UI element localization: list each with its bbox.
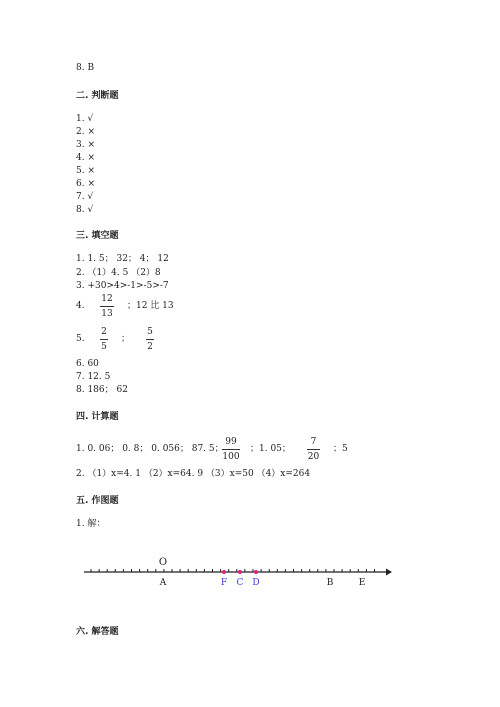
fraction-numerator: 7 — [310, 437, 317, 447]
fraction-numerator: 2 — [101, 327, 107, 337]
section-calc-title: 四. 计算题 — [76, 412, 119, 422]
calc-answer-1-mid: ；1. 05； — [250, 444, 291, 454]
section-fill-title: 三. 填空题 — [76, 231, 119, 241]
fraction-numerator: 12 — [101, 294, 113, 304]
fraction-bar — [146, 339, 154, 340]
section-solve-title: 六. 解答题 — [76, 627, 119, 637]
fill-answer-6: 6. 60 — [76, 359, 99, 369]
fraction-denominator: 20 — [307, 452, 320, 462]
fill-answer-7: 7. 12. 5 — [76, 372, 111, 382]
point-label-O: O — [158, 557, 168, 568]
fill-answer-1: 1. 1. 5； 32； 4； 12 — [76, 254, 169, 264]
point-marker-D — [254, 570, 258, 574]
fraction-bar — [100, 339, 108, 340]
number-line-diagram — [0, 550, 500, 595]
judgement-item: 3. × — [76, 140, 95, 150]
fraction-2-5 — [100, 326, 108, 353]
fraction-99-100 — [222, 436, 240, 463]
point-label-C: C — [236, 578, 244, 588]
fill-answer-5-label: 5. — [76, 334, 85, 344]
point-marker-C — [238, 570, 242, 574]
fill-answer-5-sep: ； — [121, 334, 131, 344]
judgement-item: 2. × — [76, 127, 95, 137]
calc-answer-1-end: ；5 — [333, 444, 348, 454]
fraction-denominator: 2 — [147, 342, 153, 352]
fill-answer-3: 3. +30>4>-1>-5>-7 — [76, 281, 169, 291]
judgement-item: 4. × — [76, 153, 95, 163]
fraction-denominator: 13 — [101, 309, 113, 319]
point-label-D: D — [252, 578, 260, 588]
fraction-numerator: 99 — [225, 437, 237, 447]
point-marker-F — [222, 570, 226, 574]
point-label-F: F — [220, 578, 228, 588]
fraction-bar — [222, 449, 240, 450]
fraction-12-13 — [100, 293, 114, 320]
judgement-item: 5. × — [76, 166, 95, 176]
fraction-numerator: 5 — [147, 327, 153, 337]
arrow-head-icon — [386, 569, 392, 576]
calc-answer-2: 2. （1）x=4. 1 （2）x=64. 9 （3）x=50 （4）x=264 — [76, 469, 311, 479]
point-label-E: E — [358, 578, 366, 588]
point-label-A: A — [159, 578, 167, 588]
fill-answer-4-label: 4. — [76, 301, 85, 311]
answer-8: 8. B — [76, 63, 95, 73]
fraction-5-2 — [146, 326, 154, 353]
section-drawing-title: 五. 作图题 — [76, 496, 119, 506]
judgement-item: 8. √ — [76, 205, 94, 215]
fraction-denominator: 5 — [101, 342, 107, 352]
fraction-7-20 — [307, 436, 320, 463]
judgement-item: 6. × — [76, 179, 95, 189]
judgement-item: 1. √ — [76, 114, 94, 124]
fill-answer-2: 2. （1）4. 5 （2）8 — [76, 268, 161, 278]
fill-answer-4-rest: ；12 比 13 — [127, 301, 174, 311]
fraction-bar — [100, 306, 114, 307]
section-judgement-title: 二. 判断题 — [76, 91, 119, 101]
fraction-bar — [307, 449, 320, 450]
fill-answer-8: 8. 186； 62 — [76, 385, 128, 395]
point-label-B: B — [326, 578, 334, 588]
fraction-denominator: 100 — [222, 452, 240, 462]
judgement-item: 7. √ — [76, 192, 94, 202]
drawing-answer-1: 1. 解： — [76, 519, 106, 529]
calc-answer-1-start: 1. 0. 06； 0. 8； 0. 056； 87. 5； — [76, 444, 224, 454]
